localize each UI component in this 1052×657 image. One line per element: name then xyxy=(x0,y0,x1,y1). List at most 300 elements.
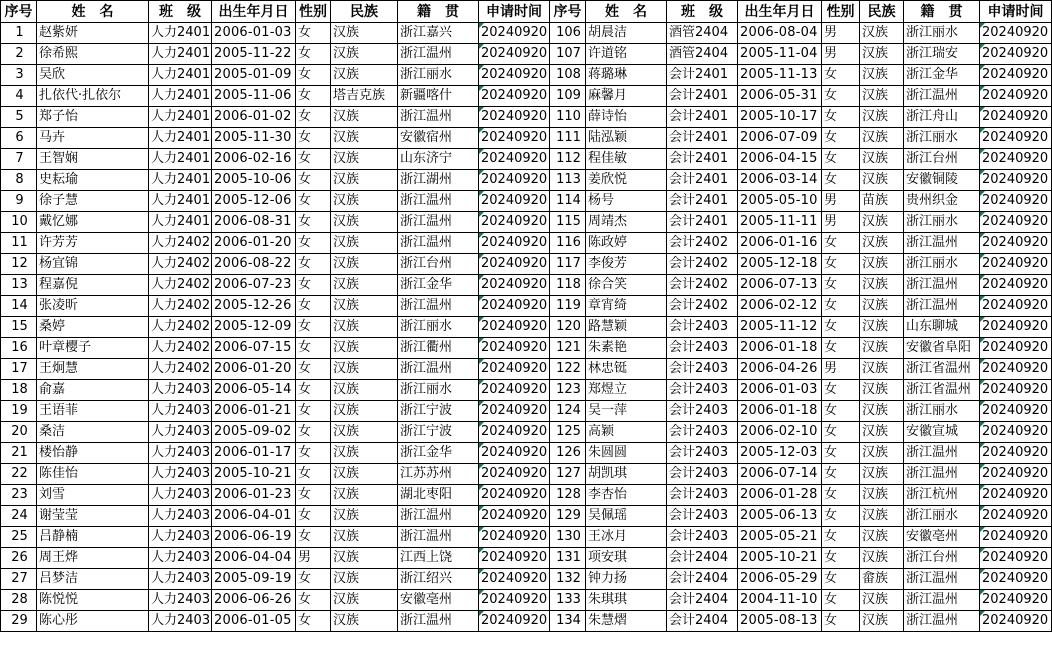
cell-apply-date[interactable]: 20240920 xyxy=(479,191,550,212)
cell-origin[interactable]: 浙江丽水 xyxy=(398,65,479,86)
cell-name[interactable]: 扎依代·扎依尔 xyxy=(37,86,149,107)
cell-birthdate[interactable]: 2006-07-09 xyxy=(738,128,822,149)
cell-origin[interactable]: 安徽亳州 xyxy=(398,590,479,611)
cell-ethnicity[interactable]: 汉族 xyxy=(331,569,398,590)
cell-index[interactable]: 27 xyxy=(1,569,37,590)
cell-gender[interactable]: 女 xyxy=(296,233,331,254)
cell-birthdate[interactable]: 2005-05-21 xyxy=(738,527,822,548)
cell-ethnicity[interactable]: 畲族 xyxy=(860,569,904,590)
cell-apply-date[interactable]: 20240920 xyxy=(479,233,550,254)
cell-name[interactable]: 程佳敏 xyxy=(586,149,667,170)
cell-class[interactable]: 会计2403 xyxy=(667,443,738,464)
cell-apply-date[interactable]: 20240920 xyxy=(479,338,550,359)
cell-index[interactable]: 19 xyxy=(1,401,37,422)
cell-ethnicity[interactable]: 汉族 xyxy=(331,296,398,317)
cell-class[interactable]: 会计2404 xyxy=(667,611,738,632)
cell-ethnicity[interactable]: 汉族 xyxy=(331,380,398,401)
cell-name[interactable]: 李杏怡 xyxy=(586,485,667,506)
cell-birthdate[interactable]: 2006-07-13 xyxy=(738,275,822,296)
cell-ethnicity[interactable]: 汉族 xyxy=(331,527,398,548)
cell-birthdate[interactable]: 2006-08-04 xyxy=(738,23,822,44)
cell-class[interactable]: 酒管2404 xyxy=(667,23,738,44)
cell-ethnicity[interactable]: 汉族 xyxy=(860,44,904,65)
cell-origin[interactable]: 安徽亳州 xyxy=(904,527,980,548)
cell-birthdate[interactable]: 2005-11-13 xyxy=(738,65,822,86)
cell-class[interactable]: 会计2402 xyxy=(667,233,738,254)
cell-apply-date[interactable]: 20240920 xyxy=(479,359,550,380)
cell-birthdate[interactable]: 2006-01-21 xyxy=(212,401,296,422)
cell-name[interactable]: 姜欣悦 xyxy=(586,170,667,191)
cell-birthdate[interactable]: 2005-10-21 xyxy=(212,464,296,485)
cell-ethnicity[interactable]: 汉族 xyxy=(860,296,904,317)
cell-class[interactable]: 人力2403 xyxy=(149,443,212,464)
cell-apply-date[interactable]: 20240920 xyxy=(980,527,1052,548)
cell-index[interactable]: 2 xyxy=(1,44,37,65)
cell-birthdate[interactable]: 2006-04-26 xyxy=(738,359,822,380)
cell-gender[interactable]: 女 xyxy=(296,359,331,380)
cell-birthdate[interactable]: 2006-08-31 xyxy=(212,212,296,233)
cell-class[interactable]: 人力2403 xyxy=(149,380,212,401)
cell-apply-date[interactable]: 20240920 xyxy=(980,65,1052,86)
cell-birthdate[interactable]: 2006-01-20 xyxy=(212,359,296,380)
cell-name[interactable]: 吴欣 xyxy=(37,65,149,86)
cell-origin[interactable]: 浙江温州 xyxy=(904,233,980,254)
cell-ethnicity[interactable]: 汉族 xyxy=(860,611,904,632)
cell-gender[interactable]: 女 xyxy=(822,422,860,443)
cell-index[interactable]: 131 xyxy=(550,548,586,569)
cell-ethnicity[interactable]: 汉族 xyxy=(860,464,904,485)
cell-name[interactable]: 胡凯琪 xyxy=(586,464,667,485)
cell-gender[interactable]: 女 xyxy=(296,317,331,338)
cell-origin[interactable]: 浙江丽水 xyxy=(398,317,479,338)
cell-name[interactable]: 章宵绮 xyxy=(586,296,667,317)
header-cell-ethnicity-left[interactable]: 民族 xyxy=(331,1,398,23)
cell-index[interactable]: 134 xyxy=(550,611,586,632)
cell-birthdate[interactable]: 2006-01-16 xyxy=(738,233,822,254)
cell-index[interactable]: 122 xyxy=(550,359,586,380)
cell-origin[interactable]: 浙江丽水 xyxy=(904,212,980,233)
cell-apply-date[interactable]: 20240920 xyxy=(479,170,550,191)
cell-class[interactable]: 人力2401 xyxy=(149,128,212,149)
cell-gender[interactable]: 女 xyxy=(296,527,331,548)
cell-ethnicity[interactable]: 汉族 xyxy=(331,23,398,44)
cell-class[interactable]: 会计2401 xyxy=(667,191,738,212)
cell-origin[interactable]: 浙江丽水 xyxy=(904,254,980,275)
cell-name[interactable]: 周王烨 xyxy=(37,548,149,569)
cell-ethnicity[interactable]: 汉族 xyxy=(331,401,398,422)
cell-index[interactable]: 109 xyxy=(550,86,586,107)
cell-index[interactable]: 14 xyxy=(1,296,37,317)
cell-origin[interactable]: 贵州织金 xyxy=(904,191,980,212)
cell-origin[interactable]: 安徽铜陵 xyxy=(904,170,980,191)
cell-origin[interactable]: 浙江绍兴 xyxy=(398,569,479,590)
cell-apply-date[interactable]: 20240920 xyxy=(980,359,1052,380)
cell-ethnicity[interactable]: 汉族 xyxy=(331,590,398,611)
cell-name[interactable]: 马卉 xyxy=(37,128,149,149)
cell-index[interactable]: 10 xyxy=(1,212,37,233)
cell-index[interactable]: 112 xyxy=(550,149,586,170)
cell-apply-date[interactable]: 20240920 xyxy=(479,380,550,401)
cell-apply-date[interactable]: 20240920 xyxy=(479,107,550,128)
cell-gender[interactable]: 女 xyxy=(822,233,860,254)
cell-ethnicity[interactable]: 汉族 xyxy=(860,233,904,254)
cell-birthdate[interactable]: 2005-10-06 xyxy=(212,170,296,191)
cell-class[interactable]: 人力2401 xyxy=(149,44,212,65)
cell-ethnicity[interactable]: 汉族 xyxy=(860,443,904,464)
cell-index[interactable]: 13 xyxy=(1,275,37,296)
cell-gender[interactable]: 女 xyxy=(822,548,860,569)
cell-gender[interactable]: 女 xyxy=(296,44,331,65)
cell-class[interactable]: 会计2401 xyxy=(667,149,738,170)
cell-apply-date[interactable]: 20240920 xyxy=(980,506,1052,527)
cell-birthdate[interactable]: 2006-02-16 xyxy=(212,149,296,170)
cell-index[interactable]: 26 xyxy=(1,548,37,569)
cell-ethnicity[interactable]: 汉族 xyxy=(860,149,904,170)
cell-index[interactable]: 111 xyxy=(550,128,586,149)
header-cell-gender-right[interactable]: 性别 xyxy=(822,1,860,23)
cell-apply-date[interactable]: 20240920 xyxy=(980,296,1052,317)
cell-birthdate[interactable]: 2006-01-23 xyxy=(212,485,296,506)
cell-ethnicity[interactable]: 汉族 xyxy=(860,506,904,527)
cell-apply-date[interactable]: 20240920 xyxy=(980,275,1052,296)
cell-gender[interactable]: 男 xyxy=(822,212,860,233)
cell-origin[interactable]: 浙江金华 xyxy=(398,275,479,296)
cell-index[interactable]: 11 xyxy=(1,233,37,254)
cell-apply-date[interactable]: 20240920 xyxy=(980,401,1052,422)
cell-index[interactable]: 133 xyxy=(550,590,586,611)
cell-birthdate[interactable]: 2005-11-04 xyxy=(738,44,822,65)
cell-name[interactable]: 徐希熙 xyxy=(37,44,149,65)
cell-gender[interactable]: 男 xyxy=(822,191,860,212)
cell-class[interactable]: 人力2401 xyxy=(149,23,212,44)
cell-apply-date[interactable]: 20240920 xyxy=(479,464,550,485)
cell-class[interactable]: 会计2403 xyxy=(667,317,738,338)
cell-gender[interactable]: 女 xyxy=(822,170,860,191)
cell-ethnicity[interactable]: 汉族 xyxy=(331,191,398,212)
cell-gender[interactable]: 女 xyxy=(822,590,860,611)
cell-name[interactable]: 林忠铤 xyxy=(586,359,667,380)
cell-origin[interactable]: 浙江温州 xyxy=(398,212,479,233)
cell-apply-date[interactable]: 20240920 xyxy=(980,254,1052,275)
cell-index[interactable]: 29 xyxy=(1,611,37,632)
cell-origin[interactable]: 浙江湖州 xyxy=(398,170,479,191)
cell-class[interactable]: 人力2403 xyxy=(149,422,212,443)
cell-apply-date[interactable]: 20240920 xyxy=(980,191,1052,212)
cell-gender[interactable]: 女 xyxy=(296,443,331,464)
cell-origin[interactable]: 浙江台州 xyxy=(398,254,479,275)
cell-class[interactable]: 会计2403 xyxy=(667,464,738,485)
cell-birthdate[interactable]: 2006-04-04 xyxy=(212,548,296,569)
cell-ethnicity[interactable]: 汉族 xyxy=(860,359,904,380)
cell-birthdate[interactable]: 2006-05-31 xyxy=(738,86,822,107)
cell-ethnicity[interactable]: 汉族 xyxy=(860,170,904,191)
cell-apply-date[interactable]: 20240920 xyxy=(980,317,1052,338)
cell-index[interactable]: 7 xyxy=(1,149,37,170)
cell-class[interactable]: 会计2403 xyxy=(667,527,738,548)
cell-origin[interactable]: 浙江温州 xyxy=(904,569,980,590)
cell-name[interactable]: 吴佩瑶 xyxy=(586,506,667,527)
cell-gender[interactable]: 女 xyxy=(296,401,331,422)
cell-gender[interactable]: 女 xyxy=(822,485,860,506)
cell-index[interactable]: 3 xyxy=(1,65,37,86)
cell-gender[interactable]: 女 xyxy=(822,569,860,590)
cell-origin[interactable]: 安徽宿州 xyxy=(398,128,479,149)
cell-origin[interactable]: 山东济宁 xyxy=(398,149,479,170)
cell-ethnicity[interactable]: 汉族 xyxy=(331,422,398,443)
cell-ethnicity[interactable]: 汉族 xyxy=(860,485,904,506)
header-cell-name-left[interactable]: 姓 名 xyxy=(37,1,149,23)
cell-class[interactable]: 人力2401 xyxy=(149,212,212,233)
cell-birthdate[interactable]: 2005-09-02 xyxy=(212,422,296,443)
cell-ethnicity[interactable]: 汉族 xyxy=(860,254,904,275)
cell-gender[interactable]: 女 xyxy=(296,191,331,212)
cell-name[interactable]: 俞嘉 xyxy=(37,380,149,401)
cell-origin[interactable]: 浙江温州 xyxy=(398,296,479,317)
cell-apply-date[interactable]: 20240920 xyxy=(980,464,1052,485)
cell-gender[interactable]: 女 xyxy=(822,338,860,359)
cell-apply-date[interactable]: 20240920 xyxy=(479,86,550,107)
cell-gender[interactable]: 女 xyxy=(296,485,331,506)
header-cell-birthdate-left[interactable]: 出生年月日 xyxy=(212,1,296,23)
cell-gender[interactable]: 女 xyxy=(822,317,860,338)
cell-gender[interactable]: 女 xyxy=(822,506,860,527)
cell-gender[interactable]: 女 xyxy=(296,149,331,170)
cell-index[interactable]: 12 xyxy=(1,254,37,275)
cell-name[interactable]: 杨号 xyxy=(586,191,667,212)
cell-class[interactable]: 人力2403 xyxy=(149,590,212,611)
cell-name[interactable]: 朱琪琪 xyxy=(586,590,667,611)
cell-name[interactable]: 王冰月 xyxy=(586,527,667,548)
cell-apply-date[interactable]: 20240920 xyxy=(980,590,1052,611)
cell-birthdate[interactable]: 2005-11-12 xyxy=(738,317,822,338)
cell-ethnicity[interactable]: 汉族 xyxy=(331,443,398,464)
cell-gender[interactable]: 女 xyxy=(296,65,331,86)
cell-origin[interactable]: 浙江嘉兴 xyxy=(398,23,479,44)
cell-gender[interactable]: 男 xyxy=(822,359,860,380)
cell-apply-date[interactable]: 20240920 xyxy=(980,212,1052,233)
cell-origin[interactable]: 浙江温州 xyxy=(398,611,479,632)
cell-birthdate[interactable]: 2006-05-14 xyxy=(212,380,296,401)
cell-ethnicity[interactable]: 汉族 xyxy=(331,359,398,380)
cell-name[interactable]: 徐子慧 xyxy=(37,191,149,212)
cell-origin[interactable]: 浙江省温州 xyxy=(904,359,980,380)
cell-apply-date[interactable]: 20240920 xyxy=(980,569,1052,590)
cell-ethnicity[interactable]: 汉族 xyxy=(860,86,904,107)
cell-class[interactable]: 人力2401 xyxy=(149,170,212,191)
cell-class[interactable]: 会计2404 xyxy=(667,569,738,590)
cell-ethnicity[interactable]: 汉族 xyxy=(860,422,904,443)
cell-origin[interactable]: 浙江温州 xyxy=(904,275,980,296)
cell-name[interactable]: 郑子怡 xyxy=(37,107,149,128)
cell-apply-date[interactable]: 20240920 xyxy=(479,296,550,317)
cell-apply-date[interactable]: 20240920 xyxy=(479,485,550,506)
cell-index[interactable]: 1 xyxy=(1,23,37,44)
cell-origin[interactable]: 浙江丽水 xyxy=(904,23,980,44)
cell-name[interactable]: 楼怡静 xyxy=(37,443,149,464)
cell-birthdate[interactable]: 2005-12-18 xyxy=(738,254,822,275)
cell-gender[interactable]: 女 xyxy=(822,128,860,149)
header-cell-birthdate-right[interactable]: 出生年月日 xyxy=(738,1,822,23)
cell-ethnicity[interactable]: 汉族 xyxy=(860,107,904,128)
cell-origin[interactable]: 浙江温州 xyxy=(398,107,479,128)
cell-gender[interactable]: 女 xyxy=(822,527,860,548)
cell-birthdate[interactable]: 2005-09-19 xyxy=(212,569,296,590)
header-cell-ethnicity-right[interactable]: 民族 xyxy=(860,1,904,23)
cell-ethnicity[interactable]: 汉族 xyxy=(860,212,904,233)
cell-origin[interactable]: 新疆喀什 xyxy=(398,86,479,107)
cell-apply-date[interactable]: 20240920 xyxy=(479,254,550,275)
cell-apply-date[interactable]: 20240920 xyxy=(479,44,550,65)
cell-class[interactable]: 人力2402 xyxy=(149,296,212,317)
header-cell-apply-date-left[interactable]: 申请时间 xyxy=(479,1,550,23)
cell-gender[interactable]: 女 xyxy=(296,380,331,401)
cell-origin[interactable]: 浙江温州 xyxy=(904,611,980,632)
cell-index[interactable]: 22 xyxy=(1,464,37,485)
cell-index[interactable]: 21 xyxy=(1,443,37,464)
cell-class[interactable]: 会计2403 xyxy=(667,401,738,422)
cell-index[interactable]: 9 xyxy=(1,191,37,212)
cell-apply-date[interactable]: 20240920 xyxy=(980,422,1052,443)
cell-index[interactable]: 125 xyxy=(550,422,586,443)
cell-origin[interactable]: 浙江舟山 xyxy=(904,107,980,128)
cell-origin[interactable]: 浙江温州 xyxy=(904,86,980,107)
cell-class[interactable]: 会计2404 xyxy=(667,590,738,611)
cell-apply-date[interactable]: 20240920 xyxy=(980,338,1052,359)
cell-ethnicity[interactable]: 汉族 xyxy=(860,128,904,149)
cell-ethnicity[interactable]: 汉族 xyxy=(331,338,398,359)
cell-birthdate[interactable]: 2006-01-05 xyxy=(212,611,296,632)
cell-ethnicity[interactable]: 汉族 xyxy=(860,23,904,44)
cell-origin[interactable]: 江苏苏州 xyxy=(398,464,479,485)
cell-birthdate[interactable]: 2005-11-22 xyxy=(212,44,296,65)
cell-birthdate[interactable]: 2005-01-09 xyxy=(212,65,296,86)
cell-name[interactable]: 郑煜立 xyxy=(586,380,667,401)
cell-class[interactable]: 人力2401 xyxy=(149,149,212,170)
cell-ethnicity[interactable]: 汉族 xyxy=(331,149,398,170)
cell-birthdate[interactable]: 2006-04-01 xyxy=(212,506,296,527)
cell-birthdate[interactable]: 2006-03-14 xyxy=(738,170,822,191)
header-cell-apply-date-right[interactable]: 申请时间 xyxy=(980,1,1052,23)
cell-class[interactable]: 人力2401 xyxy=(149,65,212,86)
cell-apply-date[interactable]: 20240920 xyxy=(980,149,1052,170)
cell-gender[interactable]: 女 xyxy=(822,107,860,128)
cell-gender[interactable]: 女 xyxy=(296,107,331,128)
cell-gender[interactable]: 女 xyxy=(296,422,331,443)
cell-origin[interactable]: 浙江衢州 xyxy=(398,338,479,359)
cell-class[interactable]: 人力2401 xyxy=(149,107,212,128)
cell-ethnicity[interactable]: 汉族 xyxy=(860,338,904,359)
cell-name[interactable]: 程嘉倪 xyxy=(37,275,149,296)
cell-index[interactable]: 108 xyxy=(550,65,586,86)
cell-gender[interactable]: 女 xyxy=(822,296,860,317)
cell-apply-date[interactable]: 20240920 xyxy=(479,548,550,569)
cell-index[interactable]: 18 xyxy=(1,380,37,401)
cell-gender[interactable]: 女 xyxy=(296,296,331,317)
cell-name[interactable]: 陈政婷 xyxy=(586,233,667,254)
cell-index[interactable]: 132 xyxy=(550,569,586,590)
cell-apply-date[interactable]: 20240920 xyxy=(479,590,550,611)
cell-apply-date[interactable]: 20240920 xyxy=(479,212,550,233)
cell-name[interactable]: 路慧颖 xyxy=(586,317,667,338)
cell-name[interactable]: 许道铭 xyxy=(586,44,667,65)
header-cell-class-left[interactable]: 班 级 xyxy=(149,1,212,23)
cell-class[interactable]: 会计2402 xyxy=(667,254,738,275)
cell-apply-date[interactable]: 20240920 xyxy=(479,611,550,632)
cell-origin[interactable]: 浙江丽水 xyxy=(904,506,980,527)
cell-ethnicity[interactable]: 汉族 xyxy=(331,107,398,128)
cell-origin[interactable]: 浙江台州 xyxy=(904,548,980,569)
cell-index[interactable]: 130 xyxy=(550,527,586,548)
cell-class[interactable]: 人力2403 xyxy=(149,548,212,569)
cell-class[interactable]: 会计2403 xyxy=(667,422,738,443)
cell-ethnicity[interactable]: 汉族 xyxy=(860,380,904,401)
cell-ethnicity[interactable]: 汉族 xyxy=(331,548,398,569)
cell-gender[interactable]: 女 xyxy=(822,464,860,485)
cell-gender[interactable]: 女 xyxy=(296,611,331,632)
cell-origin[interactable]: 浙江温州 xyxy=(904,296,980,317)
cell-apply-date[interactable]: 20240920 xyxy=(980,107,1052,128)
cell-index[interactable]: 20 xyxy=(1,422,37,443)
cell-index[interactable]: 16 xyxy=(1,338,37,359)
cell-ethnicity[interactable]: 汉族 xyxy=(331,212,398,233)
cell-index[interactable]: 113 xyxy=(550,170,586,191)
cell-birthdate[interactable]: 2006-01-17 xyxy=(212,443,296,464)
cell-index[interactable]: 129 xyxy=(550,506,586,527)
cell-name[interactable]: 叶章樱子 xyxy=(37,338,149,359)
cell-name[interactable]: 吴一萍 xyxy=(586,401,667,422)
cell-ethnicity[interactable]: 汉族 xyxy=(331,275,398,296)
cell-name[interactable]: 吕梦洁 xyxy=(37,569,149,590)
cell-name[interactable]: 周靖杰 xyxy=(586,212,667,233)
cell-name[interactable]: 王语菲 xyxy=(37,401,149,422)
cell-birthdate[interactable]: 2006-07-15 xyxy=(212,338,296,359)
cell-index[interactable]: 120 xyxy=(550,317,586,338)
cell-class[interactable]: 人力2402 xyxy=(149,338,212,359)
cell-birthdate[interactable]: 2006-01-28 xyxy=(738,485,822,506)
header-cell-index-right[interactable]: 序号 xyxy=(550,1,586,23)
cell-ethnicity[interactable]: 汉族 xyxy=(331,128,398,149)
cell-ethnicity[interactable]: 塔吉克族 xyxy=(331,86,398,107)
cell-class[interactable]: 会计2403 xyxy=(667,485,738,506)
cell-name[interactable]: 钟力扬 xyxy=(586,569,667,590)
cell-index[interactable]: 107 xyxy=(550,44,586,65)
cell-origin[interactable]: 山东聊城 xyxy=(904,317,980,338)
cell-birthdate[interactable]: 2005-11-11 xyxy=(738,212,822,233)
cell-name[interactable]: 陈悦悦 xyxy=(37,590,149,611)
cell-index[interactable]: 114 xyxy=(550,191,586,212)
cell-origin[interactable]: 安徽宣城 xyxy=(904,422,980,443)
cell-birthdate[interactable]: 2006-01-20 xyxy=(212,233,296,254)
cell-name[interactable]: 麻馨月 xyxy=(586,86,667,107)
cell-birthdate[interactable]: 2006-06-26 xyxy=(212,590,296,611)
cell-birthdate[interactable]: 2005-12-26 xyxy=(212,296,296,317)
cell-apply-date[interactable]: 20240920 xyxy=(479,317,550,338)
cell-class[interactable]: 人力2401 xyxy=(149,86,212,107)
cell-origin[interactable]: 浙江台州 xyxy=(904,149,980,170)
cell-apply-date[interactable]: 20240920 xyxy=(479,23,550,44)
cell-origin[interactable]: 浙江金华 xyxy=(398,443,479,464)
cell-class[interactable]: 人力2402 xyxy=(149,233,212,254)
cell-ethnicity[interactable]: 汉族 xyxy=(860,401,904,422)
header-cell-class-right[interactable]: 班 级 xyxy=(667,1,738,23)
cell-class[interactable]: 人力2401 xyxy=(149,191,212,212)
cell-name[interactable]: 胡晨洁 xyxy=(586,23,667,44)
cell-origin[interactable]: 浙江金华 xyxy=(904,65,980,86)
cell-birthdate[interactable]: 2006-05-29 xyxy=(738,569,822,590)
cell-ethnicity[interactable]: 汉族 xyxy=(331,170,398,191)
cell-ethnicity[interactable]: 汉族 xyxy=(331,65,398,86)
header-cell-origin-right[interactable]: 籍 贯 xyxy=(904,1,980,23)
